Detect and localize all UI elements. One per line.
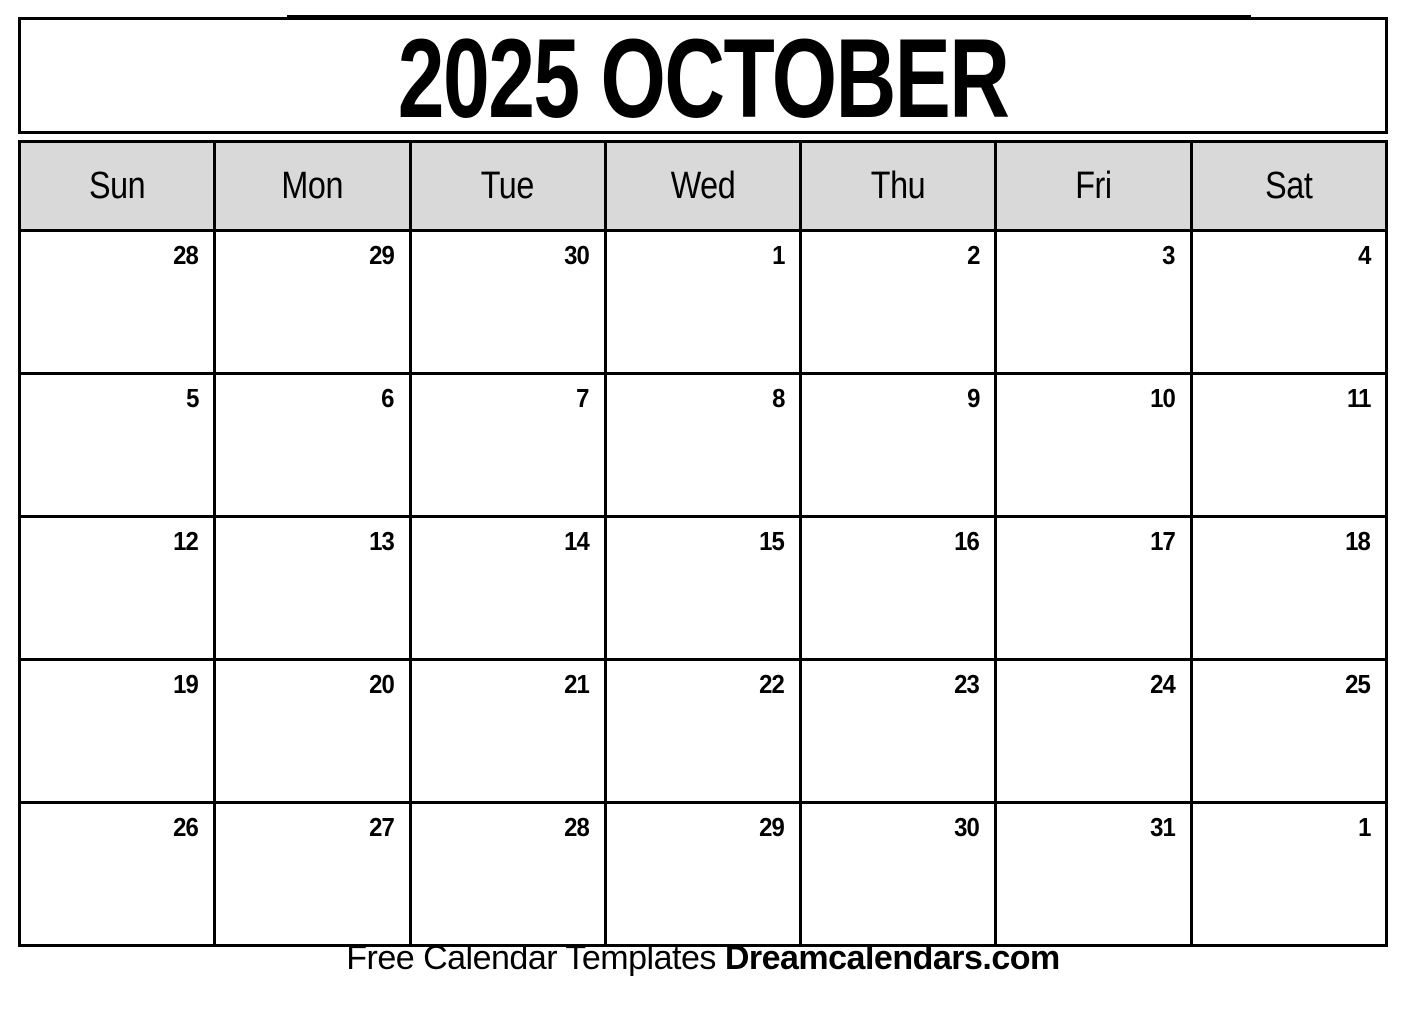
day-number: 31 — [1149, 812, 1175, 842]
day-number: 7 — [576, 383, 589, 413]
day-number: 8 — [771, 383, 785, 413]
day-number: 22 — [759, 669, 785, 699]
weekday-header-row — [20, 142, 1387, 231]
day-cell — [20, 803, 215, 946]
day-cell — [605, 803, 800, 946]
day-cell — [215, 374, 410, 517]
day-number: 26 — [173, 812, 199, 842]
day-cell — [20, 374, 215, 517]
day-cell — [996, 231, 1191, 374]
day-cell — [605, 231, 800, 374]
day-number: 1 — [771, 240, 785, 270]
weekday-label: Sat — [1265, 164, 1313, 207]
weekday-header-thu — [801, 142, 996, 231]
day-number: 28 — [173, 240, 199, 270]
day-cell — [20, 231, 215, 374]
day-number: 13 — [368, 526, 394, 556]
footer — [0, 934, 1406, 982]
weekday-header-fri — [996, 142, 1191, 231]
day-number: 19 — [173, 669, 199, 699]
day-cell — [410, 374, 605, 517]
weekday-header-sun — [20, 142, 215, 231]
weekday-label: Thu — [871, 164, 926, 207]
calendar-grid — [18, 140, 1388, 947]
day-number: 27 — [368, 812, 394, 842]
day-number: 4 — [1357, 240, 1370, 270]
day-cell — [801, 803, 996, 946]
week-row-4 — [20, 660, 1387, 803]
day-cell — [605, 517, 800, 660]
weekday-label: Sun — [89, 164, 146, 207]
day-number: 12 — [173, 526, 199, 556]
day-number: 10 — [1149, 383, 1175, 413]
day-number: 5 — [185, 383, 199, 413]
day-number: 25 — [1345, 669, 1370, 699]
day-number: 24 — [1149, 669, 1175, 699]
calendar-title: 2025 OCTOBER — [397, 15, 1009, 141]
day-number: 30 — [954, 812, 980, 842]
day-cell — [801, 660, 996, 803]
day-cell — [215, 803, 410, 946]
weekday-label: Fri — [1075, 164, 1112, 207]
day-number: 23 — [954, 669, 980, 699]
day-number: 14 — [564, 526, 589, 556]
day-number: 1 — [1357, 812, 1370, 842]
day-cell — [801, 231, 996, 374]
weekday-header-sat — [1191, 142, 1386, 231]
day-cell — [605, 374, 800, 517]
day-cell — [801, 517, 996, 660]
day-cell — [215, 660, 410, 803]
day-cell — [1191, 803, 1386, 946]
day-cell — [1191, 374, 1386, 517]
day-number: 17 — [1149, 526, 1175, 556]
day-cell — [20, 517, 215, 660]
day-cell — [996, 517, 1191, 660]
day-number: 15 — [759, 526, 785, 556]
day-cell — [996, 374, 1191, 517]
day-cell — [605, 660, 800, 803]
footer-brand: Dreamcalendars.com — [724, 939, 1060, 977]
day-number: 20 — [368, 669, 394, 699]
day-number: 6 — [381, 383, 394, 413]
week-row-3 — [20, 517, 1387, 660]
weekday-header-tue — [410, 142, 605, 231]
weekday-label: Tue — [481, 164, 535, 207]
weekday-label: Wed — [670, 164, 736, 207]
day-cell — [20, 660, 215, 803]
day-cell — [410, 517, 605, 660]
day-number: 21 — [564, 669, 589, 699]
day-number: 9 — [967, 383, 980, 413]
day-cell — [215, 517, 410, 660]
weekday-label: Mon — [281, 164, 344, 207]
day-cell — [1191, 231, 1386, 374]
weekday-header-wed — [605, 142, 800, 231]
day-number: 29 — [368, 240, 394, 270]
day-number: 28 — [564, 812, 589, 842]
week-row-1 — [20, 231, 1387, 374]
day-number: 18 — [1345, 526, 1370, 556]
day-cell — [410, 660, 605, 803]
footer-text: Free Calendar Templates — [346, 939, 716, 977]
title-box — [18, 15, 1388, 141]
day-number: 29 — [759, 812, 785, 842]
day-cell — [215, 231, 410, 374]
day-cell — [996, 660, 1191, 803]
day-cell — [801, 374, 996, 517]
day-cell — [410, 803, 605, 946]
day-number: 2 — [967, 240, 980, 270]
day-number: 30 — [564, 240, 589, 270]
weekday-header-mon — [215, 142, 410, 231]
day-number: 3 — [1162, 240, 1175, 270]
day-number: 16 — [954, 526, 980, 556]
day-cell — [996, 803, 1191, 946]
day-cell — [1191, 660, 1386, 803]
week-row-5 — [20, 803, 1387, 946]
day-number: 11 — [1346, 383, 1370, 413]
day-cell — [410, 231, 605, 374]
day-cell — [1191, 517, 1386, 660]
week-row-2 — [20, 374, 1387, 517]
